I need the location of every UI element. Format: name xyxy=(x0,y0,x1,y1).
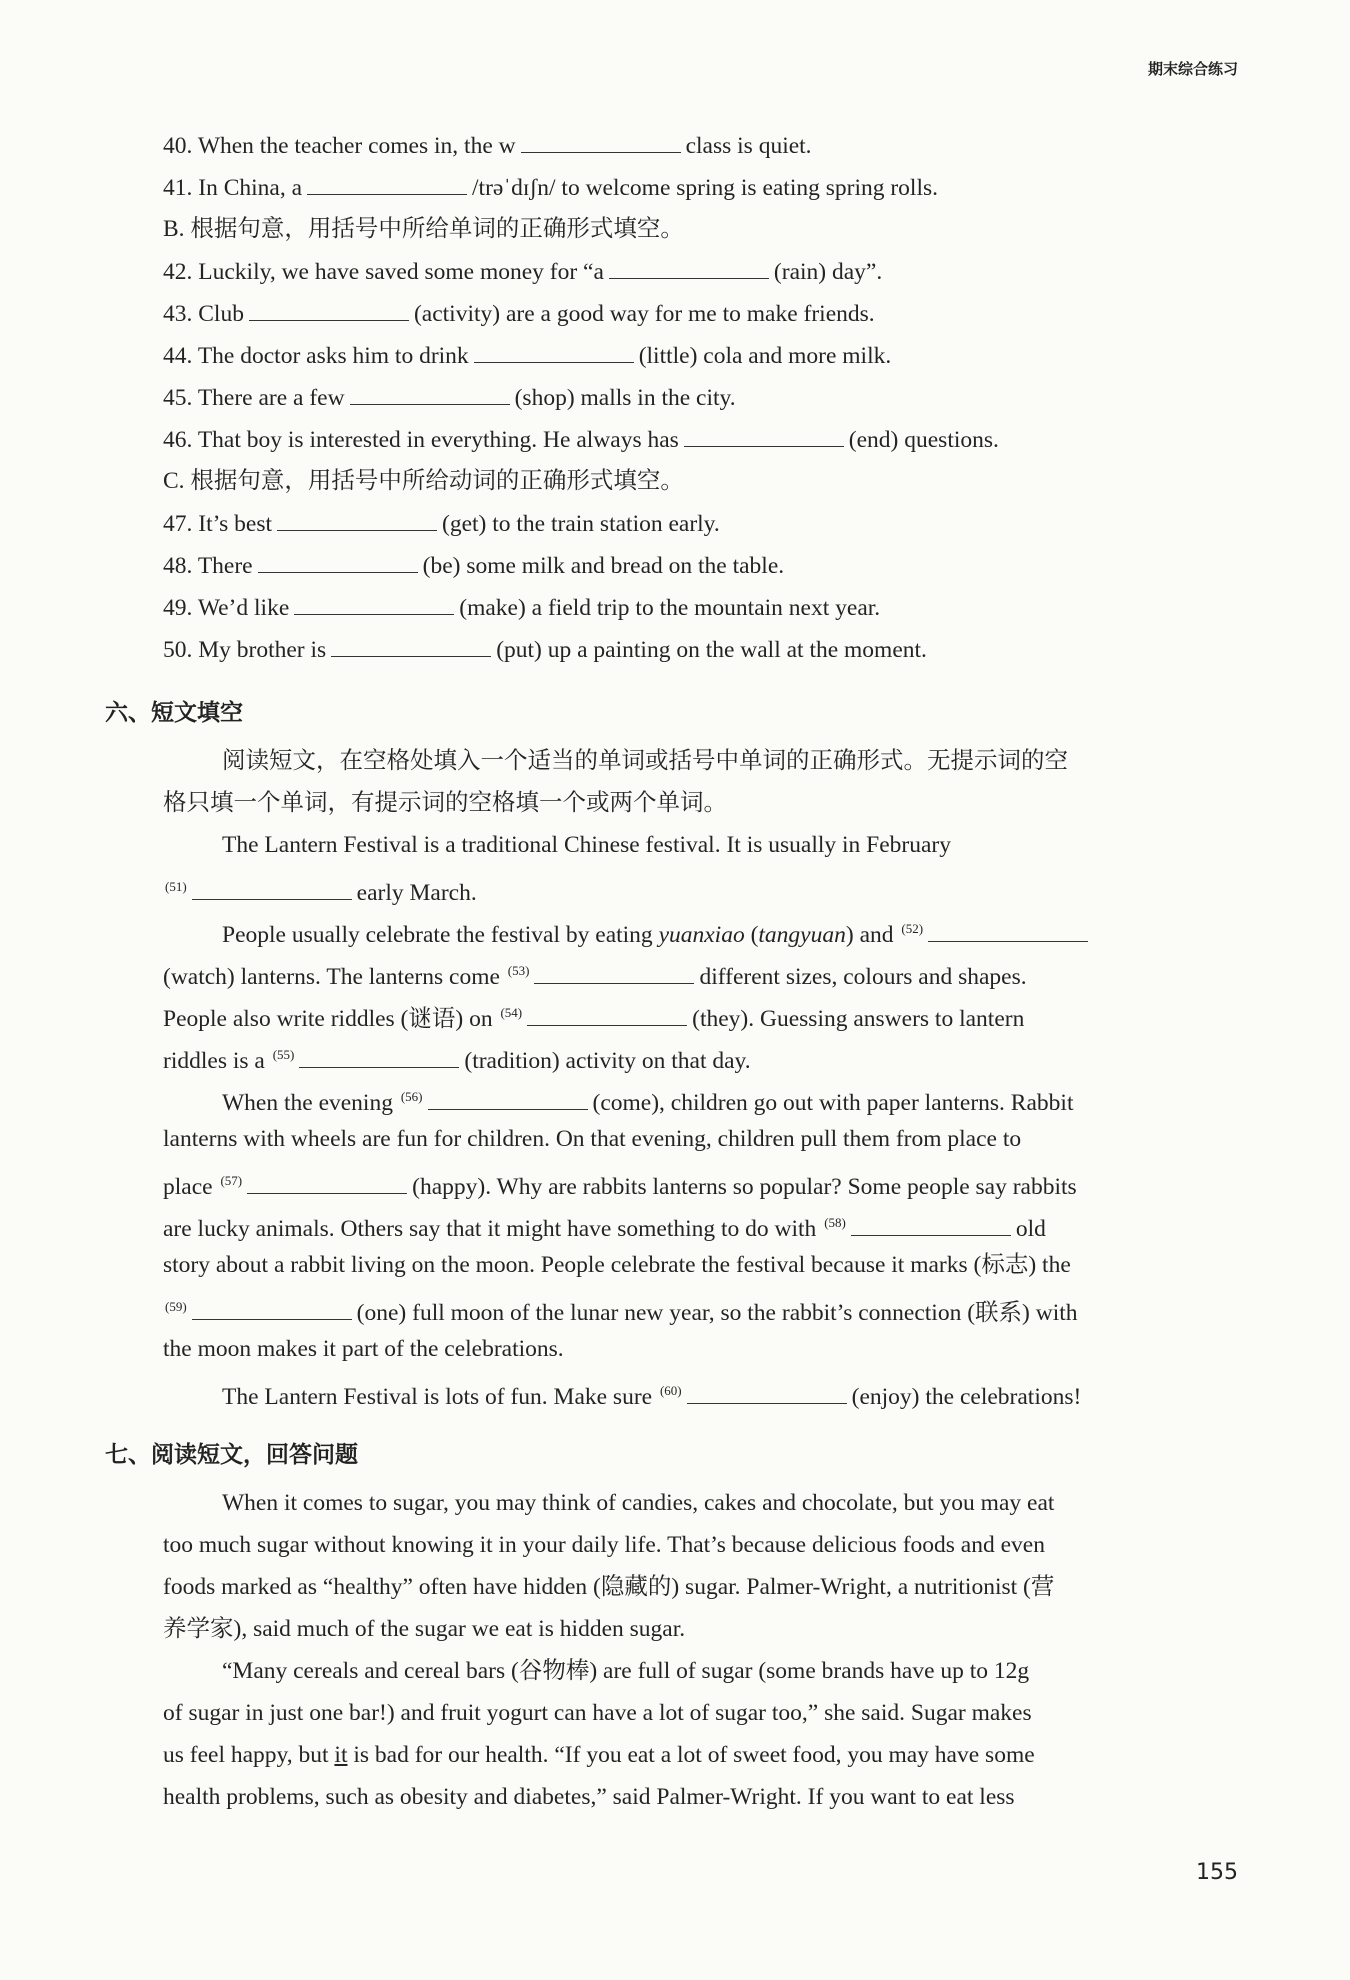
answer-blank[interactable] xyxy=(687,1381,847,1404)
page-number: 155 xyxy=(1196,1860,1238,1885)
reading-line: of sugar in just one bar!) and fruit yogurt can have a lot of sugar too,” she said. Sugar makes xyxy=(163,1700,1032,1726)
answer-blank[interactable] xyxy=(258,550,418,573)
answer-blank[interactable] xyxy=(928,919,1088,942)
question-48: 48. There (be) some milk and bread on the table. xyxy=(163,550,784,580)
answer-blank[interactable] xyxy=(277,508,437,531)
passage-line: the moon makes it part of the celebrations. xyxy=(163,1336,564,1362)
passage-line: When the evening $^{(56)}$ (come), children go out with paper lanterns. Rabbit xyxy=(222,1082,1073,1112)
reading-line: too much sugar without knowing it in your daily life. That’s because delicious foods and even xyxy=(163,1532,1045,1558)
passage-line: $^{(51)}$ early March. xyxy=(163,872,477,902)
answer-blank[interactable] xyxy=(684,424,844,447)
answer-blank[interactable] xyxy=(609,256,769,279)
question-50: 50. My brother is (put) up a painting on the wall at the moment. xyxy=(163,634,927,664)
passage-line: place $^{(57)}$ (happy). Why are rabbits lanterns so popular? Some people say rabbits xyxy=(163,1166,1077,1196)
page-header: 期末综合练习 xyxy=(1147,60,1238,78)
reading-line: health problems, such as obesity and diabetes,” said Palmer-Wright. If you want to eat less xyxy=(163,1784,1015,1810)
answer-blank[interactable] xyxy=(851,1213,1011,1236)
section-7-heading: 七、阅读短文，回答问题 xyxy=(105,1442,358,1468)
passage-line: story about a rabbit living on the moon. People celebrate the festival because it marks (标志) the xyxy=(163,1252,1071,1278)
passage-line: The Lantern Festival is a traditional Chinese festival. It is usually in February xyxy=(222,832,951,858)
answer-blank[interactable] xyxy=(521,130,681,153)
section-6-instruction: 阅读短文，在空格处填入一个适当的单词或括号中单词的正确形式。无提示词的空 xyxy=(222,748,1068,774)
section-b-instruction: B. 根据句意，用括号中所给单词的正确形式填空。 xyxy=(163,216,684,242)
question-44: 44. The doctor asks him to drink (little) cola and more milk. xyxy=(163,340,891,370)
question-41: 41. In China, a /trəˈdɪʃn/ to welcome spring is eating spring rolls. xyxy=(163,172,938,202)
passage-line: The Lantern Festival is lots of fun. Make sure $^{(60)}$ (enjoy) the celebrations! xyxy=(222,1376,1081,1406)
answer-blank[interactable] xyxy=(294,592,454,615)
question-47: 47. It’s best (get) to the train station early. xyxy=(163,508,720,538)
reading-line: foods marked as “healthy” often have hidden (隐藏的) sugar. Palmer-Wright, a nutritionist (营 xyxy=(163,1574,1055,1600)
reading-line: When it comes to sugar, you may think of candies, cakes and chocolate, but you may eat xyxy=(222,1490,1055,1516)
question-46: 46. That boy is interested in everything. He always has (end) questions. xyxy=(163,424,999,454)
answer-blank[interactable] xyxy=(474,340,634,363)
section-6-heading: 六、短文填空 xyxy=(105,700,243,726)
answer-blank[interactable] xyxy=(428,1087,588,1110)
answer-blank[interactable] xyxy=(247,1171,407,1194)
passage-line: $^{(59)}$ (one) full moon of the lunar new year, so the rabbit’s connection (联系) with xyxy=(163,1292,1078,1322)
reading-line: us feel happy, but it is bad for our health. “If you eat a lot of sweet food, you may have some xyxy=(163,1742,1035,1768)
answer-blank[interactable] xyxy=(192,877,352,900)
answer-blank[interactable] xyxy=(299,1045,459,1068)
answer-blank[interactable] xyxy=(249,298,409,321)
answer-blank[interactable] xyxy=(350,382,510,405)
question-43: 43. Club (activity) are a good way for me to make friends. xyxy=(163,298,875,328)
section-c-instruction: C. 根据句意，用括号中所给动词的正确形式填空。 xyxy=(163,468,684,494)
answer-blank[interactable] xyxy=(331,634,491,657)
passage-line: (watch) lanterns. The lanterns come $^{(53)}$ different sizes, colours and shapes. xyxy=(163,956,1027,986)
passage-line: are lucky animals. Others say that it might have something to do with $^{(58)}$ old xyxy=(163,1208,1046,1238)
passage-line: riddles is a $^{(55)}$ (tradition) activity on that day. xyxy=(163,1040,751,1070)
answer-blank[interactable] xyxy=(192,1297,352,1320)
section-6-instruction-cont: 格只填一个单词，有提示词的空格填一个或两个单词。 xyxy=(163,790,727,816)
passage-line: lanterns with wheels are fun for children. On that evening, children pull them from place to xyxy=(163,1126,1022,1152)
answer-blank[interactable] xyxy=(307,172,467,195)
question-40: 40. When the teacher comes in, the w class is quiet. xyxy=(163,130,812,160)
question-45: 45. There are a few (shop) malls in the city. xyxy=(163,382,736,412)
passage-line: People also write riddles (谜语) on $^{(54)}$ (they). Guessing answers to lantern xyxy=(163,998,1024,1028)
reading-line: 养学家), said much of the sugar we eat is hidden sugar. xyxy=(163,1616,686,1642)
question-49: 49. We’d like (make) a field trip to the mountain next year. xyxy=(163,592,880,622)
question-42: 42. Luckily, we have saved some money for “a (rain) day”. xyxy=(163,256,882,286)
passage-line: People usually celebrate the festival by eating yuanxiao (tangyuan) and $^{(52)}$ xyxy=(222,914,1093,944)
answer-blank[interactable] xyxy=(527,1003,687,1026)
reading-line: “Many cereals and cereal bars (谷物棒) are full of sugar (some brands have up to 12g xyxy=(222,1658,1030,1684)
answer-blank[interactable] xyxy=(534,961,694,984)
